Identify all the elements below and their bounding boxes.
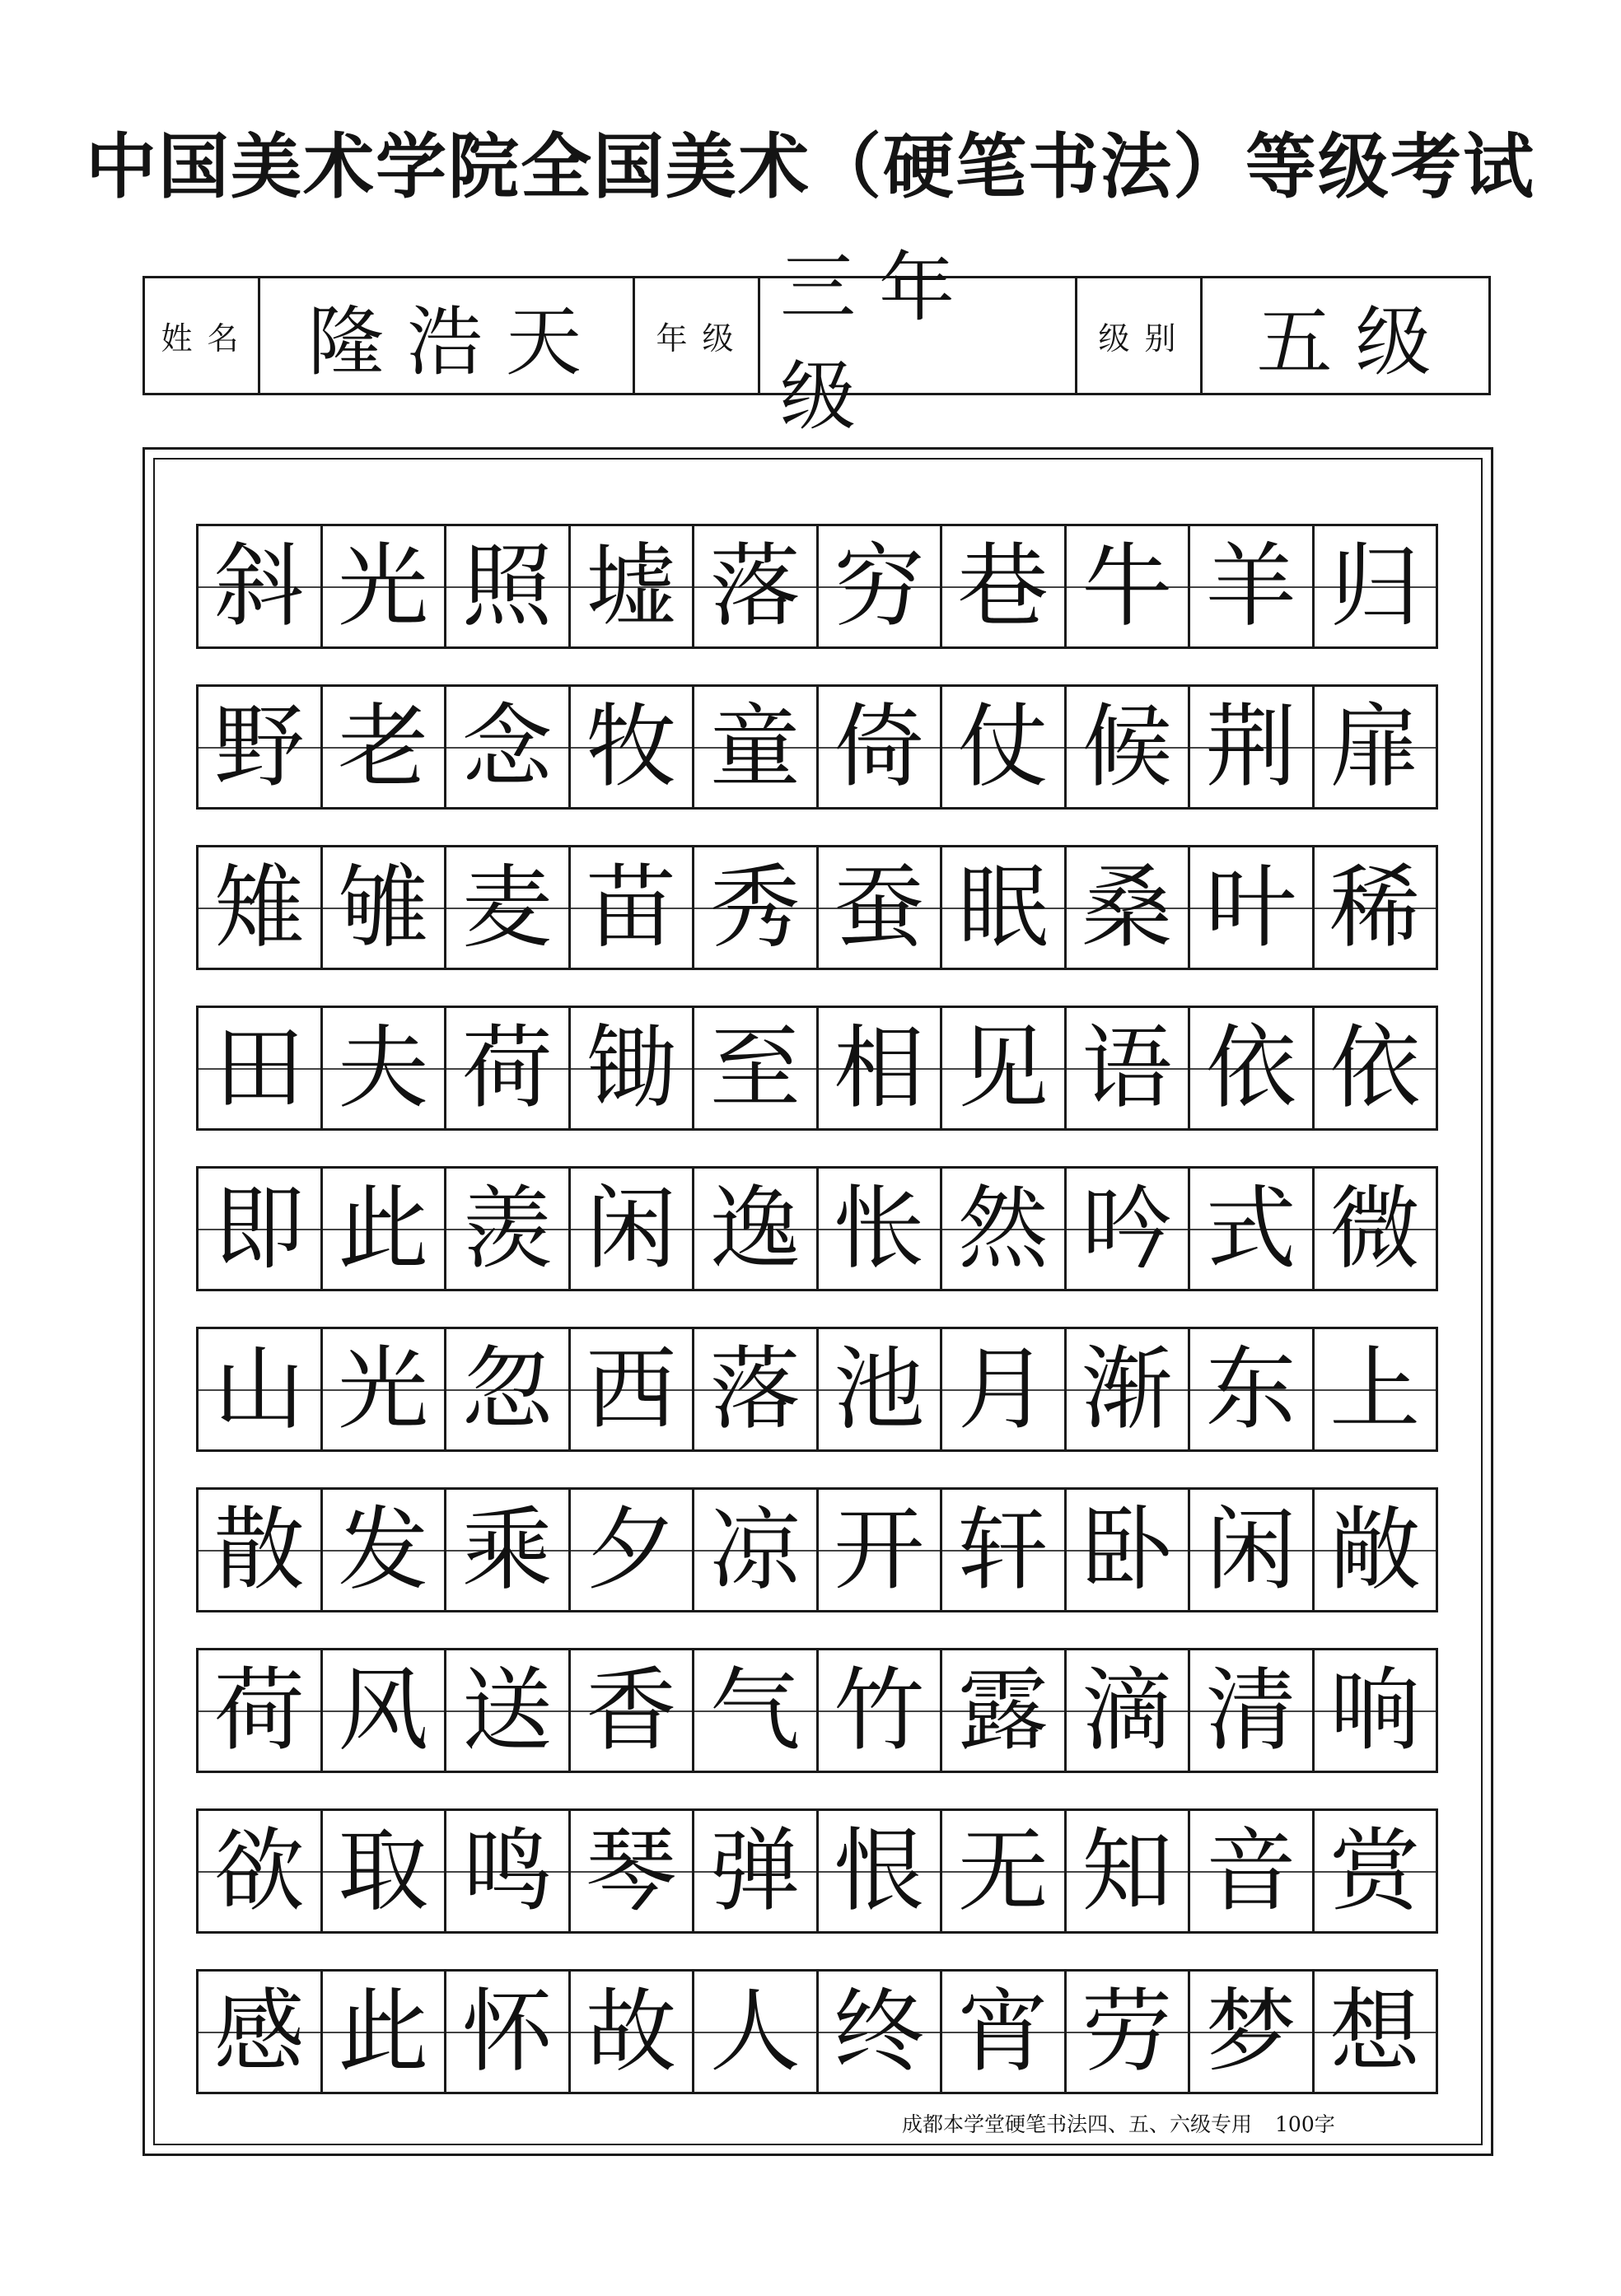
handwritten-character: 滴 (1081, 1658, 1173, 1763)
handwritten-character: 感 (213, 1979, 305, 2084)
handwritten-character: 卧 (1081, 1497, 1173, 1603)
grid-cell (1067, 1972, 1191, 2092)
handwritten-character: 苗 (586, 855, 677, 960)
grade-value: 三年级 (780, 243, 979, 441)
grid-cell (571, 1169, 695, 1289)
grid-cell (1315, 1169, 1436, 1289)
grid-cell (1190, 1329, 1315, 1449)
grid-row (196, 1487, 1438, 1612)
handwritten-character: 穷 (834, 534, 925, 639)
handwritten-character: 池 (834, 1337, 925, 1442)
grid-cell (323, 1650, 447, 1771)
level-label-cell (1077, 278, 1203, 393)
handwritten-character: 露 (957, 1658, 1049, 1763)
handwritten-character: 夕 (586, 1497, 677, 1603)
handwritten-character: 巷 (957, 534, 1049, 639)
grid-cell (942, 687, 1067, 807)
grid-cell (446, 1972, 571, 2092)
grid-cell (1315, 526, 1436, 646)
grid-cell (1315, 1972, 1436, 2092)
student-info-table (142, 243, 1491, 441)
handwritten-character: 赏 (1329, 1818, 1421, 1924)
handwritten-character: 锄 (586, 1015, 677, 1121)
handwritten-character: 开 (834, 1497, 925, 1603)
grid-cell (1190, 847, 1315, 968)
handwritten-character: 老 (338, 694, 429, 800)
handwritten-character: 气 (709, 1658, 801, 1763)
handwritten-character: 香 (586, 1658, 677, 1763)
handwritten-character: 响 (1329, 1658, 1421, 1763)
handwritten-character: 劳 (1081, 1979, 1173, 2084)
grid-cell (1190, 526, 1315, 646)
handwritten-character: 然 (957, 1176, 1049, 1281)
grid-cell (199, 1329, 323, 1449)
grid-cell (446, 1008, 571, 1128)
level-value: 五级 (1256, 297, 1455, 386)
name-label-cell (145, 278, 260, 393)
handwritten-character: 渐 (1081, 1337, 1173, 1442)
handwritten-character: 落 (709, 534, 801, 639)
grid-cell (1067, 1329, 1191, 1449)
handwritten-character: 候 (1081, 694, 1173, 800)
grid-row (196, 524, 1438, 649)
grid-cell (694, 1490, 819, 1610)
grid-row (196, 1166, 1438, 1291)
handwritten-character: 依 (1329, 1015, 1421, 1121)
grade-label-cell (635, 278, 760, 393)
handwritten-character: 倚 (834, 694, 925, 800)
grid-cell (323, 1811, 447, 1931)
grid-row (196, 1327, 1438, 1452)
grid-cell (819, 1008, 943, 1128)
grid-cell (199, 1811, 323, 1931)
grid-cell (942, 1650, 1067, 1771)
grid-cell (571, 1650, 695, 1771)
grid-cell (694, 1008, 819, 1128)
grid-cell (1315, 847, 1436, 968)
grid-cell (819, 526, 943, 646)
handwritten-character: 竹 (834, 1658, 925, 1763)
handwritten-character: 弹 (709, 1818, 801, 1924)
grid-cell (819, 1972, 943, 2092)
handwritten-character: 此 (338, 1176, 429, 1281)
handwritten-character: 人 (709, 1979, 801, 2084)
handwritten-character: 雉 (213, 855, 305, 960)
handwritten-character: 逸 (709, 1176, 801, 1281)
grid-cell (571, 1972, 695, 2092)
handwritten-character: 欲 (213, 1818, 305, 1924)
grid-cell (694, 1650, 819, 1771)
handwritten-character: 发 (338, 1497, 429, 1603)
handwritten-character: 依 (1205, 1015, 1296, 1121)
grid-row (196, 1648, 1438, 1773)
grid-cell (1190, 1169, 1315, 1289)
handwritten-character: 光 (338, 534, 429, 639)
handwritten-character: 无 (957, 1818, 1049, 1924)
handwritten-character: 微 (1329, 1176, 1421, 1281)
handwritten-character: 闲 (586, 1176, 677, 1281)
grid-cell (819, 1329, 943, 1449)
grid-cell (446, 526, 571, 646)
character-count: 100字 (1275, 2112, 1335, 2136)
handwritten-character: 怀 (461, 1979, 553, 2084)
grid-cell (446, 1490, 571, 1610)
grid-cell (323, 687, 447, 807)
grid-cell (323, 1329, 447, 1449)
handwritten-character: 雊 (338, 855, 429, 960)
handwritten-character: 牧 (586, 694, 677, 800)
handwritten-character: 童 (709, 694, 801, 800)
handwritten-character: 敞 (1329, 1497, 1421, 1603)
grid-cell (1067, 1650, 1191, 1771)
handwritten-character: 夫 (338, 1015, 429, 1121)
handwritten-character: 桑 (1081, 855, 1173, 960)
grid-cell (819, 1490, 943, 1610)
handwritten-character: 轩 (957, 1497, 1049, 1603)
grid-cell (694, 1329, 819, 1449)
grid-row (196, 1969, 1438, 2094)
grid-cell (1190, 1811, 1315, 1931)
grid-cell (199, 526, 323, 646)
handwritten-character: 宵 (957, 1979, 1049, 2084)
handwritten-character: 墟 (586, 534, 677, 639)
handwritten-character: 凉 (709, 1497, 801, 1603)
grid-cell (1190, 1972, 1315, 2092)
handwritten-character: 闲 (1205, 1497, 1296, 1603)
handwritten-character: 麦 (461, 855, 553, 960)
grid-cell (1315, 1008, 1436, 1128)
handwritten-character: 念 (461, 694, 553, 800)
handwritten-character: 忽 (461, 1337, 553, 1442)
grid-cell (323, 1972, 447, 2092)
handwritten-character: 想 (1329, 1979, 1421, 2084)
footer-text: 成都本学堂硬笔书法四、五、六级专用 (902, 2112, 1253, 2136)
handwritten-character: 知 (1081, 1818, 1173, 1924)
grid-cell (1315, 1329, 1436, 1449)
handwritten-character: 式 (1205, 1176, 1296, 1281)
grid-cell (446, 1811, 571, 1931)
handwritten-character: 照 (461, 534, 553, 639)
grid-row (196, 845, 1438, 970)
name-label: 姓名 (161, 320, 254, 357)
handwritten-character: 羊 (1205, 534, 1296, 639)
handwritten-character: 蚕 (834, 855, 925, 960)
grid-cell (942, 1169, 1067, 1289)
grid-row (196, 684, 1438, 810)
grid-cell (199, 1972, 323, 2092)
handwritten-character: 风 (338, 1658, 429, 1763)
handwritten-character: 田 (213, 1015, 305, 1121)
grid-cell (199, 1650, 323, 1771)
handwritten-character: 光 (338, 1337, 429, 1442)
grid-cell (323, 526, 447, 646)
grid-cell (1190, 687, 1315, 807)
handwritten-character: 斜 (213, 534, 305, 639)
grid-cell (199, 1490, 323, 1610)
handwritten-character: 琴 (586, 1818, 677, 1924)
handwritten-character: 相 (834, 1015, 925, 1121)
level-label: 级别 (1098, 320, 1191, 357)
handwritten-character: 语 (1081, 1015, 1173, 1121)
handwritten-character: 山 (213, 1337, 305, 1442)
grid-cell (323, 1490, 447, 1610)
handwritten-character: 荷 (461, 1015, 553, 1121)
handwritten-character: 东 (1205, 1337, 1296, 1442)
grid-cell (323, 847, 447, 968)
handwritten-character: 散 (213, 1497, 305, 1603)
grid-cell (1067, 847, 1191, 968)
handwritten-character: 野 (213, 694, 305, 800)
handwritten-character: 牛 (1081, 534, 1173, 639)
handwritten-character: 扉 (1329, 694, 1421, 800)
grid-cell (1315, 1490, 1436, 1610)
handwritten-character: 终 (834, 1979, 925, 2084)
handwritten-character: 怅 (834, 1176, 925, 1281)
handwritten-character: 归 (1329, 534, 1421, 639)
grid-cell (942, 847, 1067, 968)
grid-cell (199, 1008, 323, 1128)
grid-cell (571, 847, 695, 968)
grid-cell (323, 1008, 447, 1128)
grid-cell (446, 1650, 571, 1771)
handwritten-character: 清 (1205, 1658, 1296, 1763)
handwritten-character: 秀 (709, 855, 801, 960)
handwritten-character: 乘 (461, 1497, 553, 1603)
grid-cell (942, 1008, 1067, 1128)
grid-cell (446, 847, 571, 968)
grid-cell (1067, 1811, 1191, 1931)
grid-cell (694, 1169, 819, 1289)
grid-cell (1315, 1650, 1436, 1771)
grid-cell (694, 1972, 819, 2092)
grid-cell (571, 1329, 695, 1449)
grid-cell (446, 687, 571, 807)
grid-cell (199, 687, 323, 807)
name-value-cell (260, 278, 635, 393)
grid-cell (942, 1972, 1067, 2092)
handwritten-character: 至 (709, 1015, 801, 1121)
handwritten-character: 吟 (1081, 1176, 1173, 1281)
handwritten-character: 故 (586, 1979, 677, 2084)
grid-cell (571, 1008, 695, 1128)
grid-cell (1190, 1008, 1315, 1128)
footer-note (902, 2108, 1335, 2138)
grid-cell (819, 687, 943, 807)
grid-cell (446, 1329, 571, 1449)
handwritten-character: 稀 (1329, 855, 1421, 960)
grid-cell (694, 847, 819, 968)
grid-cell (571, 687, 695, 807)
grid-cell (694, 526, 819, 646)
handwritten-character: 荷 (213, 1658, 305, 1763)
grid-cell (942, 1490, 1067, 1610)
grid-cell (1315, 687, 1436, 807)
handwritten-character: 恨 (834, 1818, 925, 1924)
grid-cell (1190, 1490, 1315, 1610)
handwritten-character: 此 (338, 1979, 429, 2084)
handwritten-character: 鸣 (461, 1818, 553, 1924)
grid-cell (199, 847, 323, 968)
handwritten-character: 叶 (1205, 855, 1296, 960)
handwritten-character: 荆 (1205, 694, 1296, 800)
handwritten-character: 取 (338, 1818, 429, 1924)
grid-cell (1067, 687, 1191, 807)
grid-cell (571, 526, 695, 646)
grade-label: 年级 (656, 320, 749, 357)
handwritten-character: 羡 (461, 1176, 553, 1281)
grid-cell (942, 1329, 1067, 1449)
name-value: 隆浩天 (307, 297, 605, 386)
grade-value-cell (760, 243, 1077, 441)
grid-cell (1067, 526, 1191, 646)
page-title: 中国美术学院全国美术（硬笔书法）等级考试 (86, 126, 1535, 208)
grid-cell (323, 1169, 447, 1289)
handwritten-character: 眠 (957, 855, 1049, 960)
handwritten-character: 见 (957, 1015, 1049, 1121)
handwritten-character: 音 (1205, 1818, 1296, 1924)
grid-cell (694, 687, 819, 807)
grid-cell (819, 1811, 943, 1931)
handwritten-character: 梦 (1205, 1979, 1296, 2084)
grid-cell (571, 1811, 695, 1931)
grid-cell (1315, 1811, 1436, 1931)
grid-cell (199, 1169, 323, 1289)
grid-cell (819, 847, 943, 968)
grid-cell (942, 526, 1067, 646)
handwritten-character: 西 (586, 1337, 677, 1442)
grid-cell (942, 1811, 1067, 1931)
grid-cell (819, 1650, 943, 1771)
grid-cell (819, 1169, 943, 1289)
handwritten-character: 送 (461, 1658, 553, 1763)
handwritten-character: 上 (1329, 1337, 1421, 1442)
handwritten-character: 落 (709, 1337, 801, 1442)
handwritten-character: 月 (957, 1337, 1049, 1442)
grid-cell (1067, 1490, 1191, 1610)
handwritten-character: 仗 (957, 694, 1049, 800)
grid-row (196, 1006, 1438, 1131)
grid-row (196, 1808, 1438, 1934)
level-value-cell (1203, 278, 1488, 393)
grid-cell (571, 1490, 695, 1610)
grid-cell (1067, 1008, 1191, 1128)
grid-cell (1067, 1169, 1191, 1289)
grid-cell (694, 1811, 819, 1931)
grid-cell (1190, 1650, 1315, 1771)
handwritten-character: 即 (213, 1176, 305, 1281)
grid-cell (446, 1169, 571, 1289)
